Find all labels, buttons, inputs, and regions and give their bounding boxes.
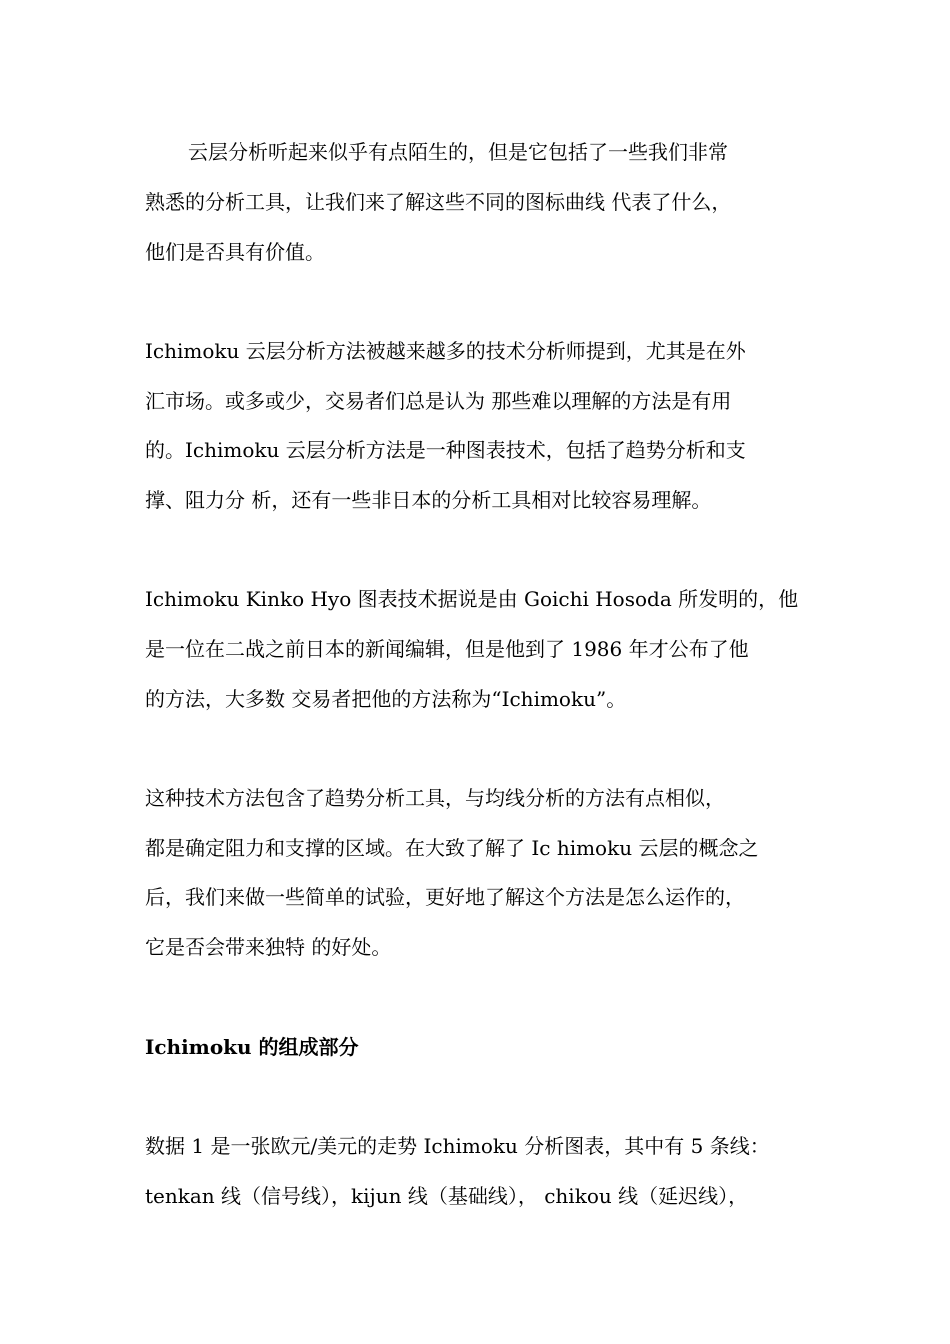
paragraph-5-line-2: tenkan 线（信号线），kijun 线（基础线）， chikou 线（延迟线），	[145, 1184, 749, 1208]
paragraph-1-line-3: 他们是否具有价值。	[145, 240, 325, 264]
paragraph-2-line-2: 汇市场。或多或少，交易者们总是认为 那些难以理解的方法是有用	[145, 389, 732, 413]
paragraph-1-line-2: 熟悉的分析工具，让我们来了解这些不同的图标曲线 代表了什么，	[145, 190, 732, 214]
paragraph-3-line-2: 是一位在二战之前日本的新闻编辑，但是他到了 1986 年才公布了他	[145, 637, 749, 661]
section-heading: Ichimoku 的组成部分	[145, 1035, 359, 1059]
paragraph-2-line-4: 撑、阻力分 析，还有一些非日本的分析工具相对比较容易理解。	[145, 488, 712, 512]
paragraph-4-line-2: 都是确定阻力和支撑的区域。在大致了解了 Ic himoku 云层的概念之	[145, 836, 759, 860]
paragraph-5-line-1: 数据 1 是一张欧元/美元的走势 Ichimoku 分析图表，其中有 5 条线：	[145, 1134, 770, 1158]
paragraph-4-line-1: 这种技术方法包含了趋势分析工具，与均线分析的方法有点相似，	[145, 786, 725, 810]
paragraph-4-line-4: 它是否会带来独特 的好处。	[145, 935, 392, 959]
paragraph-2-line-1: Ichimoku 云层分析方法被越来越多的技术分析师提到，尤其是在外	[145, 339, 746, 363]
paragraph-1-line-1: 云层分析听起来似乎有点陌生的，但是它包括了一些我们非常	[188, 140, 728, 164]
paragraph-3-line-3: 的方法，大多数 交易者把他的方法称为“Ichimoku”。	[145, 687, 627, 711]
paragraph-2-line-3: 的。Ichimoku 云层分析方法是一种图表技术，包括了趋势分析和支	[145, 438, 746, 462]
paragraph-3-line-1: Ichimoku Kinko Hyo 图表技术据说是由 Goichi Hosoda 所发明的，他	[145, 587, 799, 611]
paragraph-4-line-3: 后，我们来做一些简单的试验，更好地了解这个方法是怎么运作的，	[145, 885, 745, 909]
